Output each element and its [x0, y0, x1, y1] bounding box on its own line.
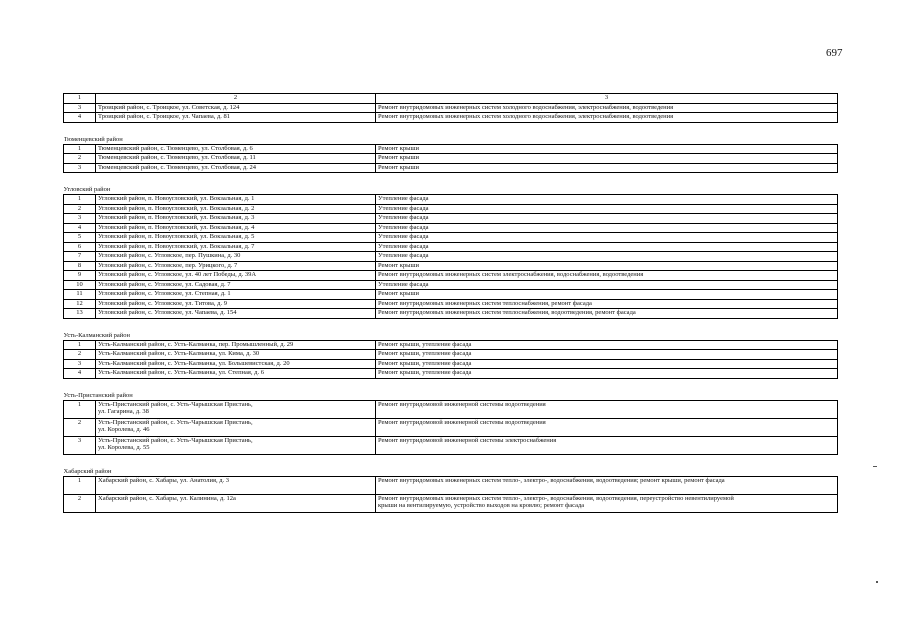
- address-line: Усть-Калманский район, с. Усть-Калманка, ул. Большевистская, д. 20: [98, 359, 290, 367]
- row-number: 10: [64, 280, 96, 290]
- row-number: 13: [64, 309, 96, 319]
- address-line: Усть-Калманский район, с. Усть-Калманка, ул. Кима, д. 30: [98, 350, 260, 357]
- row-number: 3: [64, 103, 96, 113]
- work-cell: [376, 103, 838, 113]
- address-cell: [96, 214, 376, 224]
- address-cell: [96, 103, 376, 113]
- table-row: [64, 233, 838, 243]
- row-number: 3: [64, 214, 96, 224]
- table-row: [64, 436, 838, 454]
- spacer-row: [64, 318, 838, 331]
- row-number: 3: [64, 163, 96, 173]
- section-title: Усть-Пристанский район: [63, 391, 133, 399]
- work-cell: [376, 271, 838, 281]
- row-number: 12: [64, 299, 96, 309]
- table-row: [64, 163, 838, 173]
- table-row: [64, 418, 838, 436]
- address-cell: [96, 233, 376, 243]
- work-line: Ремонт внутридомовой инженерной системы электроснабжения: [378, 436, 557, 444]
- row-number: 2: [64, 350, 96, 360]
- address-cell: [96, 369, 376, 379]
- work-line: Ремонт крыши, утепление фасада: [378, 350, 472, 357]
- address-line: Троицкий район, с. Троицкое, ул. Чапаева, д. 81: [98, 113, 231, 120]
- header-cell: 2: [96, 94, 376, 104]
- address-cell: [96, 400, 376, 418]
- spacer-row: [64, 173, 838, 186]
- address-line: Угловский район, п. Новоугловский, ул. Вокзальная, д. 2: [98, 204, 255, 212]
- table-row: [64, 359, 838, 369]
- address-line-2: ул. Королева, д. 55: [98, 443, 150, 451]
- section-title-row: [64, 467, 838, 477]
- row-number: 1: [64, 400, 96, 418]
- address-cell: [96, 418, 376, 436]
- address-line: Угловский район, с. Угловское, пер. Урицкого, д. 7: [98, 261, 238, 269]
- table-row: [64, 299, 838, 309]
- row-number: 1: [64, 340, 96, 350]
- work-cell: [376, 223, 838, 233]
- work-cell: [376, 113, 838, 123]
- table-row: [64, 242, 838, 252]
- address-cell: [96, 476, 376, 494]
- work-line: Ремонт крыши: [378, 144, 419, 152]
- table-row: [64, 252, 838, 262]
- work-cell: [376, 436, 838, 454]
- work-line: Ремонт внутридомовых инженерных систем холодного водоснабжения, электроснабжения, водоотведения: [378, 103, 674, 111]
- table-row: [64, 154, 838, 164]
- work-cell: [376, 494, 838, 512]
- header-row: [64, 94, 838, 104]
- work-cell: [376, 400, 838, 418]
- address-line: Угловский район, с. Угловское, ул. Садовая, д. 7: [98, 280, 231, 288]
- row-number: 4: [64, 113, 96, 123]
- work-line: Утепление фасада: [378, 195, 429, 202]
- row-number: 1: [64, 195, 96, 205]
- work-cell: [376, 144, 838, 154]
- address-cell: [96, 436, 376, 454]
- address-cell: [96, 299, 376, 309]
- address-line: Усть-Калманский район, с. Усть-Калманка, пер. Промышленный, д. 29: [98, 340, 294, 348]
- address-cell: [96, 144, 376, 154]
- spacer-cell: [64, 378, 838, 391]
- section-title: Угловский район: [63, 186, 111, 193]
- address-line: Хабарский район, с. Хабары, ул. Анатолия, д. 3: [98, 476, 230, 484]
- work-line: Ремонт внутридомовых инженерных систем электроснабжения, водоснабжения, водоотведения: [378, 271, 644, 278]
- address-cell: [96, 242, 376, 252]
- table-row: [64, 261, 838, 271]
- table-row: [64, 113, 838, 123]
- address-cell: [96, 309, 376, 319]
- work-cell: [376, 359, 838, 369]
- row-number: 11: [64, 290, 96, 300]
- address-cell: [96, 350, 376, 360]
- address-cell: [96, 290, 376, 300]
- work-cell: [376, 163, 838, 173]
- table-row: [64, 271, 838, 281]
- work-line: Ремонт крыши: [378, 261, 419, 269]
- work-line: Ремонт внутридомовых инженерных систем теплоснабжения, ремонт фасада: [378, 299, 592, 307]
- address-line-2: ул. Гагарина, д. 38: [98, 407, 149, 415]
- row-number: 4: [64, 223, 96, 233]
- work-line: Утепление фасада: [378, 223, 429, 231]
- address-line: Усть-Пристанский район, с. Усть-Чарышская Пристань,: [98, 400, 253, 408]
- table-row: [64, 214, 838, 224]
- address-cell: [96, 113, 376, 123]
- work-line: Утепление фасада: [378, 252, 429, 259]
- work-line: Ремонт внутридомовой инженерной системы водоотведения: [378, 418, 546, 426]
- address-cell: [96, 252, 376, 262]
- table-row: [64, 400, 838, 418]
- row-number: 2: [64, 494, 96, 512]
- work-cell: [376, 418, 838, 436]
- scan-mark: [876, 581, 878, 583]
- table-row: [64, 103, 838, 113]
- address-line-2: ул. Королева, д. 46: [98, 425, 150, 433]
- address-cell: [96, 223, 376, 233]
- row-number: 2: [64, 154, 96, 164]
- work-line: Ремонт крыши: [378, 163, 419, 171]
- section-title-row: [64, 185, 838, 195]
- scan-mark: [873, 466, 877, 467]
- address-cell: [96, 340, 376, 350]
- header-cell: 1: [64, 94, 96, 104]
- work-cell: [376, 204, 838, 214]
- work-cell: [376, 309, 838, 319]
- section-title-row: [64, 331, 838, 341]
- address-cell: [96, 271, 376, 281]
- row-number: 9: [64, 271, 96, 281]
- page-number: 697: [826, 47, 843, 59]
- address-line: Угловский район, п. Новоугловский, ул. Вокзальная, д. 5: [98, 233, 255, 240]
- table-row: [64, 494, 838, 512]
- address-cell: [96, 195, 376, 205]
- section-title-row: [64, 391, 838, 401]
- section-title-row: [64, 135, 838, 145]
- row-number: 3: [64, 436, 96, 454]
- row-number: 4: [64, 369, 96, 379]
- table-row: [64, 476, 838, 494]
- work-cell: [376, 350, 838, 360]
- address-line: Хабарский район, с. Хабары, ул. Калинина, д. 12а: [98, 494, 236, 502]
- address-line: Угловский район, п. Новоугловский, ул. Вокзальная, д. 7: [98, 242, 255, 250]
- row-number: 5: [64, 233, 96, 243]
- address-line: Троицкий район, с. Троицкое, ул. Советская, д. 124: [98, 103, 240, 111]
- work-cell: [376, 154, 838, 164]
- work-line-2: крыши на вентилируемую, устройство выходов на кровлю; ремонт фасада: [378, 501, 585, 509]
- work-cell: [376, 340, 838, 350]
- address-line: Тюменцевский район, с. Тюменцево, ул. Столбовая, д. 11: [98, 154, 256, 161]
- address-line: Усть-Пристанский район, с. Усть-Чарышская Пристань,: [98, 436, 253, 444]
- spacer-cell: [64, 122, 838, 135]
- row-number: 3: [64, 359, 96, 369]
- spacer-cell: [64, 454, 838, 467]
- address-line: Усть-Калманский район, с. Усть-Калманка, ул. Степная, д. 6: [98, 369, 264, 376]
- table-row: [64, 340, 838, 350]
- work-line: Ремонт крыши: [378, 290, 419, 297]
- row-number: 1: [64, 476, 96, 494]
- address-cell: [96, 280, 376, 290]
- work-cell: [376, 369, 838, 379]
- address-line: Усть-Пристанский район, с. Усть-Чарышская Пристань,: [98, 418, 253, 426]
- address-line: Тюменцевский район, с. Тюменцево, ул. Столбовая, д. 6: [98, 144, 253, 152]
- address-line: Угловский район, п. Новоугловский, ул. Вокзальная, д. 3: [98, 214, 255, 221]
- work-line: Ремонт крыши, утепление фасада: [378, 340, 472, 348]
- address-cell: [96, 154, 376, 164]
- work-line: Ремонт крыши: [378, 154, 419, 161]
- address-line: Тюменцевский район, с. Тюменцево, ул. Столбовая, д. 24: [98, 163, 257, 171]
- table-row: [64, 223, 838, 233]
- work-cell: [376, 252, 838, 262]
- work-cell: [376, 290, 838, 300]
- table-row: [64, 280, 838, 290]
- table-row: [64, 309, 838, 319]
- address-line: Угловский район, с. Угловское, ул. Чапаева, д. 154: [98, 309, 237, 316]
- table-row: [64, 350, 838, 360]
- work-cell: [376, 242, 838, 252]
- work-line: Утепление фасада: [378, 233, 429, 240]
- address-line: Угловский район, п. Новоугловский, ул. Вокзальная, д. 1: [98, 195, 255, 202]
- address-cell: [96, 494, 376, 512]
- repair-table: [63, 93, 838, 513]
- address-cell: [96, 261, 376, 271]
- work-line: Ремонт внутридомовых инженерных систем тепло-, электро-, водоснабжения, водоотведения; ремонт крыши, ремонт фасада: [378, 476, 725, 484]
- spacer-row: [64, 122, 838, 135]
- work-line: Ремонт внутридомовых инженерных систем теплоснабжения, водоотведения, ремонт фасада: [378, 309, 636, 316]
- work-cell: [376, 214, 838, 224]
- work-line: Ремонт внутридомовых инженерных систем тепло-, электро-, водоснабжения, водоотведения, переустройство невентилируемой: [378, 494, 734, 502]
- row-number: 2: [64, 204, 96, 214]
- work-line: Ремонт внутридомовых инженерных систем холодного водоснабжения, электроснабжения, водоотведения: [378, 113, 674, 120]
- row-number: 1: [64, 144, 96, 154]
- spacer-row: [64, 454, 838, 467]
- work-line: Ремонт крыши, утепление фасада: [378, 359, 472, 367]
- address-line: Угловский район, с. Угловское, ул. 40 лет Победы, д. 39А: [98, 271, 257, 278]
- section-title: Тюменцевский район: [63, 135, 123, 143]
- work-cell: [376, 476, 838, 494]
- section-title: Хабарский район: [63, 467, 112, 475]
- work-cell: [376, 233, 838, 243]
- table-row: [64, 195, 838, 205]
- work-line: Ремонт крыши, утепление фасада: [378, 369, 472, 376]
- row-number: 7: [64, 252, 96, 262]
- table-row: [64, 369, 838, 379]
- row-number: 8: [64, 261, 96, 271]
- work-cell: [376, 261, 838, 271]
- row-number: 6: [64, 242, 96, 252]
- work-line: Утепление фасада: [378, 242, 429, 250]
- work-line: Ремонт внутридомовой инженерной системы водоотведения: [378, 400, 546, 408]
- work-line: Утепление фасада: [378, 280, 429, 288]
- table-row: [64, 144, 838, 154]
- address-line: Угловский район, п. Новоугловский, ул. Вокзальная, д. 4: [98, 223, 255, 231]
- work-cell: [376, 299, 838, 309]
- address-cell: [96, 163, 376, 173]
- table-row: [64, 204, 838, 214]
- work-cell: [376, 280, 838, 290]
- spacer-row: [64, 378, 838, 391]
- work-cell: [376, 195, 838, 205]
- row-number: 2: [64, 418, 96, 436]
- work-line: Утепление фасада: [378, 214, 429, 221]
- spacer-cell: [64, 318, 838, 331]
- table-row: [64, 290, 838, 300]
- address-line: Угловский район, с. Угловское, пер. Пушкина, д. 30: [98, 252, 241, 259]
- header-cell: 3: [376, 94, 838, 104]
- section-title: Усть-Калманский район: [63, 331, 131, 339]
- address-line: Угловский район, с. Угловское, ул. Степная, д. 1: [98, 290, 231, 297]
- address-cell: [96, 359, 376, 369]
- work-line: Утепление фасада: [378, 204, 429, 212]
- address-line: Угловский район, с. Угловское, ул. Титова, д. 9: [98, 299, 227, 307]
- spacer-cell: [64, 173, 838, 186]
- address-cell: [96, 204, 376, 214]
